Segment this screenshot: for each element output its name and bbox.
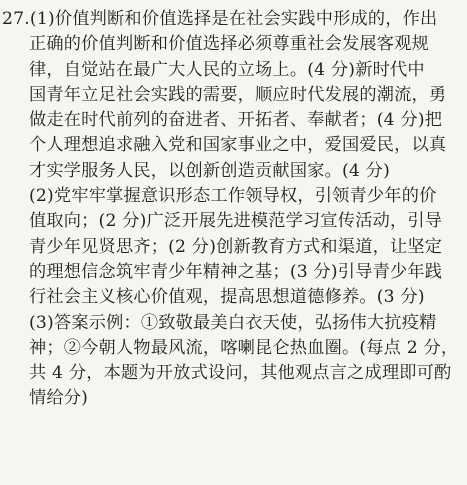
answer-line: 的理想信念筑牢青少年精神之基；(3 分)引导青少年践 — [29, 261, 443, 282]
answer-line: 值取向；(2 分)广泛开展先进模范学习宣传活动，引导 — [29, 211, 443, 232]
answer-line: 情给分) — [29, 388, 89, 409]
answer-line: (2)党牢牢掌握意识形态工作领导权，引领青少年的价 — [29, 186, 437, 207]
answer-line: 才实学服务人民，以创新创造贡献国家。(4 分) — [29, 160, 390, 181]
answer-line: 神；②今朝人物最风流，喀喇昆仑热血圈。(每点 2 分， — [29, 337, 459, 358]
answer-line: 做走在时代前列的奋进者、开拓者、奉献者；(4 分)把 — [29, 110, 443, 131]
answer-line: 共 4 分，本题为开放式设问，其他观点言之成理即可酌 — [29, 363, 452, 384]
answer-line: 国青年立足社会实践的需要，顺应时代发展的潮流，勇 — [29, 84, 447, 105]
answer-document — [2, 7, 464, 412]
answer-line: 行社会主义核心价值观，提高思想道德修养。(3 分) — [29, 287, 425, 308]
answer-line: 青少年见贤思齐；(2 分)创新教育方式和渠道，让坚定 — [29, 236, 443, 257]
answer-line: 个人理想追求融入党和国家事业之中，爱国爱民，以真 — [29, 135, 447, 156]
answer-line: 27.(1)价值判断和价值选择是在社会实践中形成的，作出 — [2, 9, 438, 29]
answer-line: 律，自觉站在最广大人民的立场上。(4 分)新时代中 — [29, 59, 425, 80]
answer-line: (3)答案示例：①致敬最美白衣天使，弘扬伟大抗疫精 — [29, 312, 437, 333]
answer-line: 正确的价值判断和价值选择必须尊重社会发展客观规 — [29, 34, 429, 55]
